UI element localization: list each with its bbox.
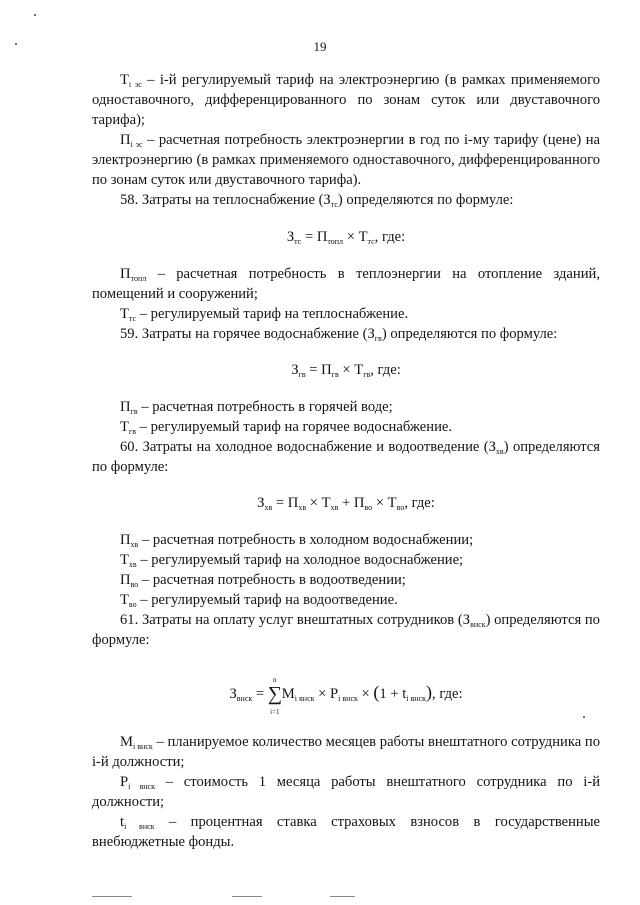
formula-hot-water: $З_{гв} = П_{гв} \times Т_{гв}$, где:: [291, 362, 401, 379]
definitions-electricity: [92, 70, 600, 190]
definitions-hot-water: [92, 397, 600, 437]
definition-item: $Т_{гв}$ – регулируемый тариф на горячее водоснабжение.: [120, 419, 453, 436]
definition-item: $М_{i внск}$ – планируемое количество месяцев работы внештатного сотрудника по i-й должности;: [92, 734, 600, 770]
definition-text: – расчетная потребность электроэнергии в год по i-му тарифу (цене) на электроэнергию (в рамках применяемого одноставочного, дифференцированного по зонам суток или двуставочного тарифа).: [92, 132, 600, 188]
definitions-cold-water: [92, 530, 600, 610]
item-59-heading: 59. Затраты на горячее водоснабжение $(З_{гв})$ определяются по формуле:: [120, 326, 558, 343]
formula-cold-water: $З_{хв} = П_{хв} \times Т_{хв} + П_{во} \times Т_{во}$, где:: [257, 495, 435, 512]
definition-item: $Р_{i внск}$ – стоимость 1 месяца работы внештатного сотрудника по i-й должности;: [92, 774, 600, 810]
symbol-subscript: i эс: [130, 140, 143, 149]
definition-item: $t_{i внск}$ – процентная ставка страховых взносов в государственные внебюджетные фонды.: [92, 814, 601, 850]
definition-item: $Т_{тс}$ – регулируемый тариф на теплоснабжение.: [120, 306, 409, 323]
summation-lower-limit: i=1: [270, 707, 280, 716]
definition-item: $Т_{хв}$ – регулируемый тариф на холодное водоснабжение;: [120, 552, 464, 569]
item-61-heading: 61. Затраты на оплату услуг внештатных сотрудников $(З_{внск})$ определяются по формуле:: [92, 612, 600, 648]
item-60-heading: 60. Затраты на холодное водоснабжение и водоотведение $(З_{хв})$ определяются по формуле:: [92, 439, 600, 475]
formula-heat-supply: $З_{тс} = П_{топл} \times Т_{тс}$, где:: [286, 229, 406, 246]
definition-item: $П_{топл}$ – расчетная потребность в теплоэнергии на отопление зданий, помещений и сооружений;: [92, 266, 600, 302]
scan-edge-mark: [330, 896, 355, 897]
symbol: Т: [120, 72, 129, 88]
formula-freelance-staff: $З_{внск}$ = n ∑ i=1 $М_{i внск} \times Р_{i внск} \times (1 + t_{i внск})$, где:: [229, 675, 463, 716]
definitions-heat: [92, 264, 600, 324]
scan-speck: [34, 14, 36, 16]
item-58-heading: 58. Затраты на теплоснабжение $(З_{тс})$ определяются по формуле:: [120, 192, 514, 209]
scan-edge-mark: [92, 896, 132, 897]
definition-tariff-electricity: [92, 70, 600, 130]
page-number: 19: [313, 39, 327, 54]
symbol-subscript: i эс: [128, 80, 142, 89]
symbol: П: [120, 132, 131, 148]
definition-item: $П_{во}$ – расчетная потребность в водоотведении;: [120, 572, 406, 589]
definition-item: $Т_{во}$ – регулируемый тариф на водоотведение.: [120, 592, 398, 609]
scan-edge-mark: [232, 896, 262, 897]
definitions-freelance: [92, 732, 600, 852]
summation-sign: n ∑ i=1: [267, 675, 283, 716]
summation-upper-limit: n: [273, 675, 277, 684]
definition-text: – i-й регулируемый тариф на электроэнергию (в рамках применяемого одноставочного, дифференцированного по зонам суток или двуставочного тарифа);: [92, 72, 600, 128]
definition-item: $П_{хв}$ – расчетная потребность в холодном водоснабжении;: [120, 532, 474, 549]
definition-demand-electricity: [92, 130, 600, 190]
definition-item: $П_{гв}$ – расчетная потребность в горячей воде;: [120, 399, 393, 416]
document-body: [92, 70, 600, 852]
